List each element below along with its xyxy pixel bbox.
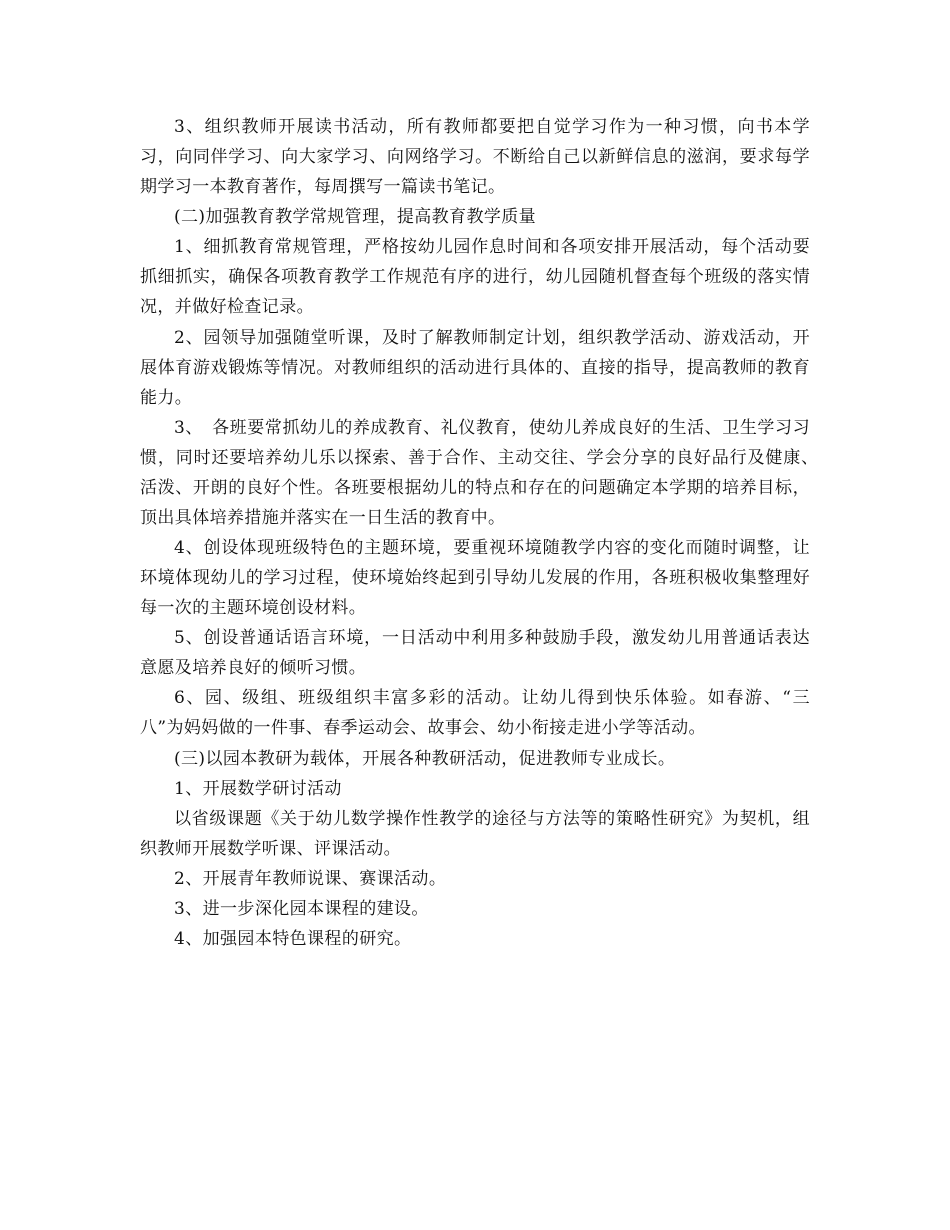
heading-section-2: (二)加强教育教学常规管理，提高教育教学质量 xyxy=(174,207,537,228)
paragraph-provincial-topic: 以省级课题《关于幼儿数学操作性教学的途径与方法等的策略性研究》为契机，组织教师开展数学听课、评课活动。 xyxy=(140,808,810,859)
paragraph-math-seminar: 1、开展数学研讨活动 xyxy=(174,778,342,799)
paragraph-habit-education: 3、 各班要常抓幼儿的养成教育、礼仪教育，使幼儿养成良好的生活、卫生学习习惯，同时还要培养幼儿乐以探索、善于合作、主动交往、学会分享的良好品行及健康、 活泼、开朗的良好个性。各班要根据幼儿的特点和存在的问题确定本学期的培养目标，顶出具体培养措施并落实在一日生活的教育中。 xyxy=(140,417,828,528)
paragraph-mandarin-environment: 5、创设普通话语言环境，一日活动中利用多种鼓励手段，激发幼儿用普通话表达意愿及培养良好的倾听习惯。 xyxy=(140,628,810,679)
paragraph-classroom-observation: 2、园领导加强随堂听课，及时了解教师制定计划，组织教学活动、游戏活动，开展体育游戏锻炼等情况。对教师组织的活动进行具体的、直接的指导，提高教师的教育能力。 xyxy=(140,327,810,408)
paragraph-young-teachers: 2、开展青年教师说课、赛课活动。 xyxy=(174,869,447,890)
paragraph-theme-environment: 4、创设体现班级特色的主题环境，要重视环境随教学内容的变化而随时调整，让环境体现幼儿的学习过程，使环境始终起到引导幼儿发展的作用，各班积极收集整理好每一次的主题环境创设材料。 xyxy=(140,537,810,618)
document-body xyxy=(140,112,828,955)
paragraph-routine-management: 1、细抓教育常规管理，严格按幼儿园作息时间和各项安排开展活动，每个活动要抓细抓实，确保各项教育教学工作规范有序的进行，幼儿园随机督查每个班级的落实情况，并做好检查记录。 xyxy=(140,237,810,318)
paragraph-curriculum-building: 3、进一步深化园本课程的建设。 xyxy=(174,899,429,920)
heading-section-3: (三)以园本教研为载体，开展各种教研活动，促进教师专业成长。 xyxy=(174,748,676,769)
paragraph-activities: 6、园、级组、班级组织丰富多彩的活动。让幼儿得到快乐体验。如春游、“三八”为妈妈做的一件事、春季运动会、故事会、幼小衔接走进小学等活动。 xyxy=(140,688,810,739)
paragraph-characteristic-curriculum: 4、加强园本特色课程的研究。 xyxy=(174,929,412,950)
paragraph-reading-activity: 3、组织教师开展读书活动，所有教师都要把自觉学习作为一种习惯，向书本学习，向同伴学习、向大家学习、向网络学习。不断给自己以新鲜信息的滋润，要求每学期学习一本教育著作，每周撰写一篇读书笔记。 xyxy=(140,117,810,197)
